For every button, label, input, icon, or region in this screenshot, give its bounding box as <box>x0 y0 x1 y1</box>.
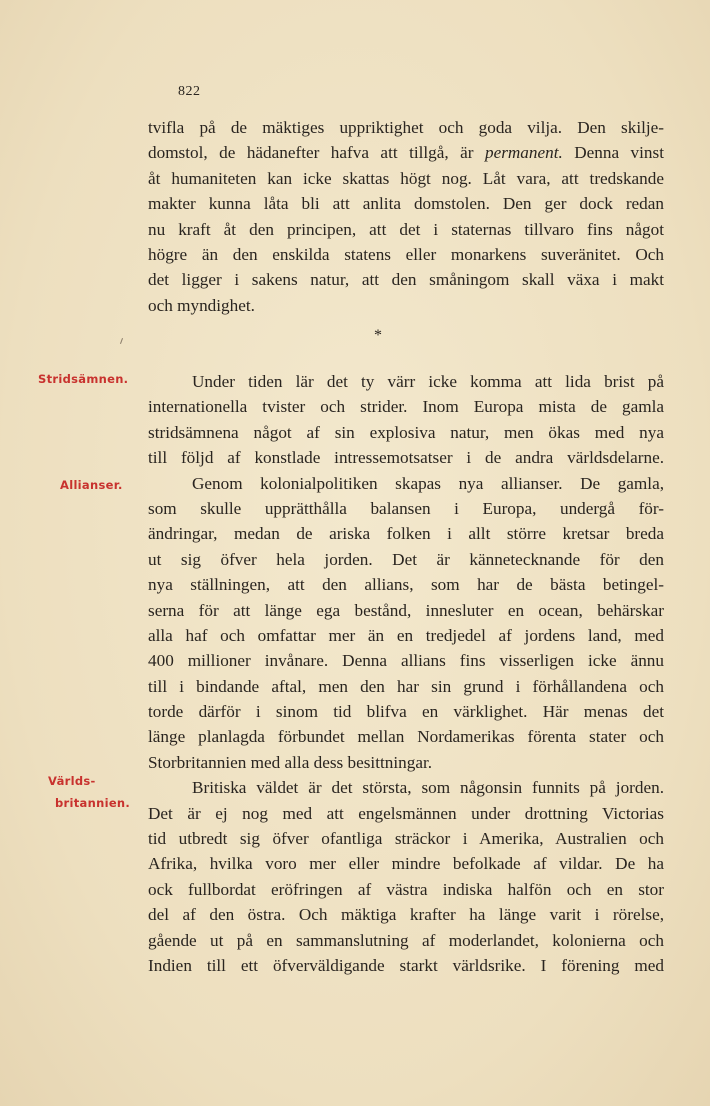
text-line: som skulle upprätthålla balansen i Europa, undergå för- <box>148 498 664 518</box>
margin-pencil-mark <box>120 338 123 344</box>
text-line: nya ställningen, att den allians, som har de bästa betingel- <box>148 575 664 595</box>
text-line: makter kunna låta bli att anlita domstolen. Den ger dock redan <box>148 194 664 214</box>
text-line: serna för att länge ega bestånd, innesluter en ocean, behärskar <box>148 600 664 620</box>
text-line: Storbritannien med alla dess besittningar. <box>148 752 433 772</box>
text-line: det ligger i sakens natur, att den småningom skall växa i makt <box>148 270 664 290</box>
text-line: till följd af konstlade intressemotsatser i de andra världsdelarne. <box>148 448 664 468</box>
text-line: torde därför i sinom tid blifva en värklighet. Här menas det <box>148 702 664 722</box>
text-line: åt humaniteten kan icke skattas högt nog. Låt vara, att tredskande <box>148 168 664 188</box>
text-line: högre än den enskilda statens eller monarkens suveränitet. Och <box>148 244 664 264</box>
text-line: Britiska väldet är det största, som någonsin funnits på jorden. <box>192 778 664 798</box>
text-line: länge planlagda förbundet mellan Nordamerikas förenta stater och <box>148 727 664 747</box>
section-separator-asterisk: * <box>374 327 382 344</box>
page-number: 822 <box>178 84 201 99</box>
text-line: del af den östra. Och mäktiga krafter ha länge varit i rörelse, <box>148 905 664 925</box>
text-line: Indien till ett öfverväldigande starkt världsrike. I förening med <box>148 955 664 975</box>
text-line: till i bindande aftal, men den har sin grund i förhållandena och <box>148 676 664 696</box>
text-line: alla haf och omfattar mer än en tredjedel af jordens land, med <box>148 625 664 645</box>
text-line: 400 millioner invånare. Denna allians fins visserligen icke ännu <box>148 651 664 671</box>
paragraph-tvister <box>148 369 664 978</box>
text-line: Afrika, hvilka voro mer eller mindre befolkade af vildar. De ha <box>148 854 664 874</box>
text-line: Under tiden lär det ty värr icke komma att lida brist på <box>192 372 664 391</box>
text-line: tid utbredt sig öfver ofantliga sträckor i Amerika, Australien och <box>148 829 664 849</box>
text-line: ändringar, medan de ariska folken i allt större kretsar breda <box>148 524 664 544</box>
margin-note-allianser: Allianser. <box>60 478 123 492</box>
text-line: nu kraft åt den principen, att det i staternas tillvaro fins något <box>148 219 664 239</box>
text-line: internationella tvister och strider. Inom Europa mista de gamla <box>148 397 664 417</box>
margin-note-line: britannien. <box>55 796 131 810</box>
text-line: domstol, de hädanefter hafva att tillgå, är permanent. Denna vinst <box>148 143 664 163</box>
text-line: ut sig öfver hela jorden. Det är kännetecknande för den <box>148 549 664 569</box>
paragraph-skiljedomstol <box>148 115 664 318</box>
margin-note-line: Världs- <box>48 774 96 788</box>
text-line: stridsämnena något af sin explosiva natur, men ökas med nya <box>148 422 664 442</box>
margin-note-stridsamnen: Stridsämnen. <box>38 372 129 386</box>
text-line: tvifla på de mäktiges uppriktighet och goda vilja. Den skilje- <box>148 118 664 137</box>
text-line: Det är ej nog med att engelsmännen under drottning Victorias <box>148 803 664 823</box>
text-line: ock fullbordat eröfringen af västra indiska halfön och en stor <box>148 879 664 899</box>
text-line: och myndighet. <box>148 295 255 315</box>
text-line: Genom kolonialpolitiken skapas nya allianser. De gamla, <box>192 473 664 493</box>
margin-note-varldsbritannien <box>48 770 148 814</box>
text-line: gående ut på en sammanslutning af moderlandet, kolonierna och <box>148 930 664 950</box>
